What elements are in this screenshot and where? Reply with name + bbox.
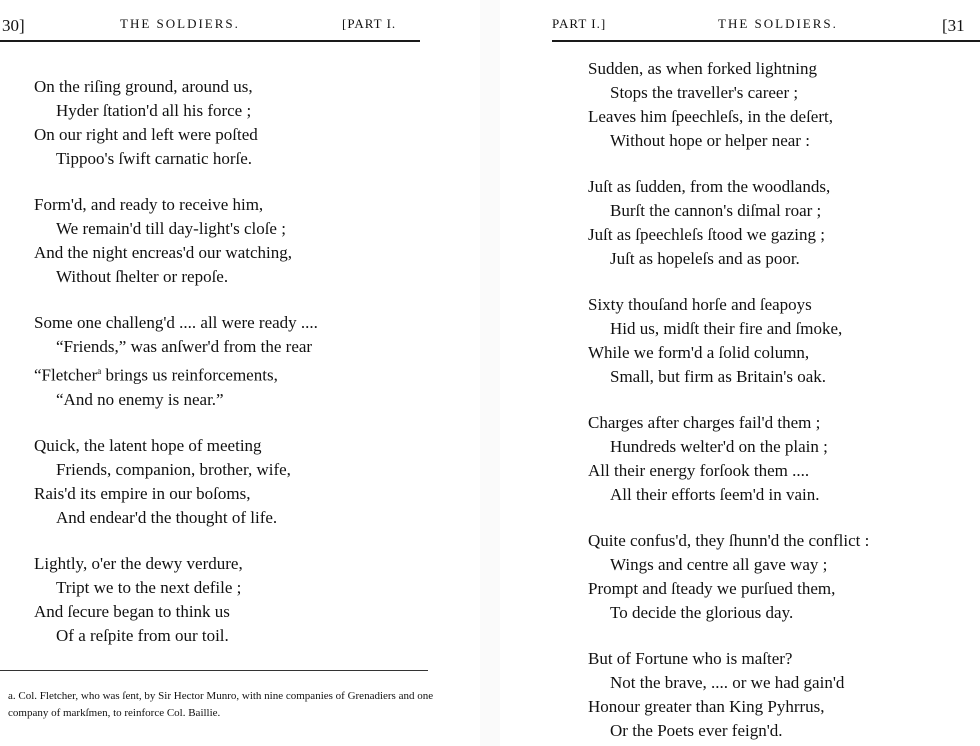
verse-line-fletcher: [34, 359, 318, 388]
verse-line: Prompt and ſteady we purſued them,: [588, 579, 836, 598]
left-running-title: THE SOLDIERS.: [120, 16, 240, 31]
verse-line-end: brings us reinforcements,: [101, 365, 278, 385]
left-header-rule: [0, 40, 420, 42]
verse-line: Quick, the latent hope of meeting: [34, 435, 262, 455]
verse-line: All their energy forſook them ....: [588, 461, 810, 480]
footnote: a. Col. Fletcher, who was ſent, by Sir Hector Munro, with nine companies of Grenadiers and one company of markſmen, to reinforce Col. Baillie.: [8, 690, 434, 719]
verse-line: Quite confus'd, they ſhunn'd the conflict :: [588, 531, 870, 550]
stanza-2: [588, 175, 869, 271]
left-running-header: [0, 14, 480, 36]
verse-line: Leaves him ſpeechleſs, in the deſert,: [588, 107, 833, 126]
verse-line: Small, but firm as Britain's oak.: [610, 367, 827, 386]
verse-line: Tript we to the next defile ;: [56, 577, 242, 597]
stanza-3: [34, 311, 318, 412]
verse-line: While we form'd a ſolid column,: [588, 343, 810, 362]
book-gutter: [480, 0, 500, 746]
verse-line: Juſt as ſudden, from the woodlands,: [588, 177, 831, 196]
verse-line: Friends, companion, brother, wife,: [56, 459, 291, 479]
verse-line: But of Fortune who is maſter?: [588, 649, 793, 668]
verse-line: Without ſhelter or repoſe.: [56, 267, 229, 286]
verse-line: “And no enemy is near.”: [56, 389, 224, 409]
left-part-label: [PART I.: [342, 16, 397, 31]
stanza-6: [588, 647, 869, 743]
verse-line: Burſt the cannon's diſmal roar ;: [610, 201, 822, 220]
left-verse: [34, 75, 318, 670]
verse-line: Lightly, o'er the dewy verdure,: [34, 553, 243, 573]
verse-line: “Friends,” was anſwer'd from the rear: [56, 337, 313, 356]
verse-line: To decide the glorious day.: [610, 603, 794, 622]
verse-line: On the riſing ground, around us,: [34, 77, 253, 96]
right-header-rule: [552, 40, 980, 42]
verse-line: Sixty thouſand horſe and ſeapoys: [588, 295, 812, 314]
right-verse: [588, 57, 869, 746]
verse-line: Without hope or helper near :: [610, 131, 810, 150]
verse-line: Honour greater than King Pyhrrus,: [588, 697, 825, 716]
verse-line: All their efforts ſeem'd in vain.: [610, 485, 820, 504]
verse-line: Charges after charges fail'd them ;: [588, 413, 821, 432]
verse-line: Tippoo's ſwift carnatic horſe.: [56, 149, 253, 168]
left-page-number: 30]: [2, 16, 25, 35]
footnote-rule: [0, 670, 428, 671]
right-page-number: [31: [942, 16, 965, 35]
verse-line: Wings and centre all gave way ;: [610, 555, 828, 574]
stanza-1: [34, 75, 318, 171]
stanza-4: [34, 434, 318, 530]
verse-line: Hundreds welter'd on the plain ;: [610, 437, 828, 456]
stanza-5: [588, 529, 869, 625]
verse-line: Some one challeng'd .... all were ready ....: [34, 313, 318, 332]
stanza-3: [588, 293, 869, 389]
verse-line: Sudden, as when forked lightning: [588, 59, 817, 78]
right-part-label: PART I.]: [552, 16, 607, 31]
verse-line: Hid us, midſt their fire and ſmoke,: [610, 319, 843, 338]
right-page: [500, 0, 980, 746]
right-running-title: THE SOLDIERS.: [718, 16, 838, 31]
left-page: [0, 0, 480, 746]
stanza-1: [588, 57, 869, 153]
verse-line: Stops the traveller's career ;: [610, 83, 799, 102]
verse-line: Juſt as ſpeechleſs ſtood we gazing ;: [588, 225, 825, 244]
verse-line: Hyder ſtation'd all his force ;: [56, 101, 252, 120]
verse-line: And ſecure began to think us: [34, 601, 230, 621]
verse-line: Form'd, and ready to receive him,: [34, 195, 264, 214]
verse-line: Not the brave, .... or we had gain'd: [610, 673, 845, 692]
verse-line: Or the Poets ever feign'd.: [610, 721, 783, 740]
verse-line: Juſt as hopeleſs and as poor.: [610, 249, 800, 268]
verse-line: Rais'd its empire in our boſoms,: [34, 483, 251, 503]
verse-line: And the night encreas'd our watching,: [34, 243, 292, 262]
stanza-5: [34, 552, 318, 648]
stanza-4: [588, 411, 869, 507]
stanza-2: [34, 193, 318, 289]
verse-line: And endear'd the thought of life.: [56, 507, 278, 527]
verse-line: On our right and left were poſted: [34, 125, 258, 144]
verse-line-start: “Fletcher: [34, 365, 98, 385]
right-running-header: [500, 14, 980, 36]
verse-line: We remain'd till day-light's cloſe ;: [56, 219, 286, 238]
footnote-marker: a: [97, 366, 102, 376]
verse-line: Of a reſpite from our toil.: [56, 625, 229, 645]
